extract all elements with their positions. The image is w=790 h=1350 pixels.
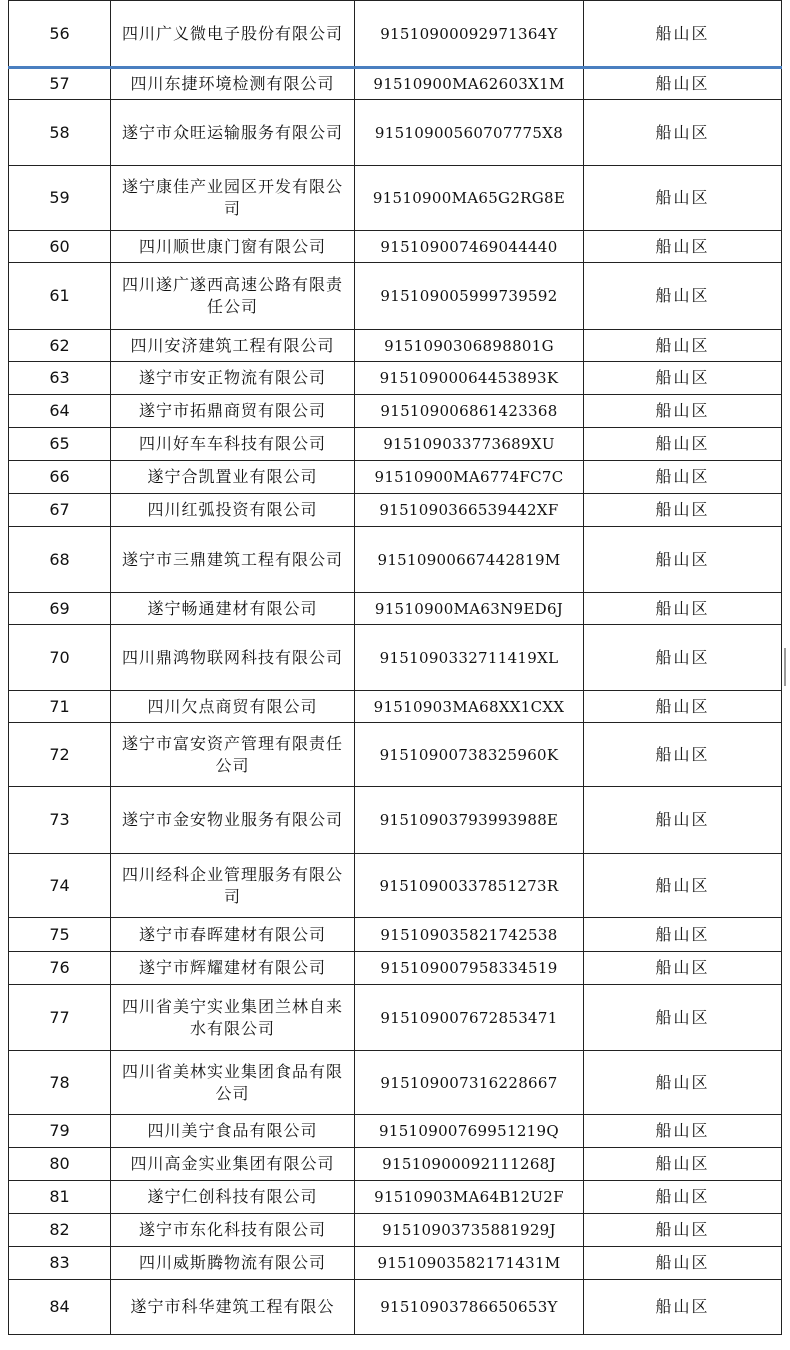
district-cell: 船山区 [584, 625, 782, 691]
company-name-cell: 遂宁市东化科技有限公司 [111, 1214, 355, 1247]
credit-code-cell: 915109035821742538 [355, 918, 584, 952]
credit-code-cell: 915109007672853471 [355, 985, 584, 1051]
serial-number-cell: 76 [9, 952, 111, 985]
serial-number-cell: 65 [9, 428, 111, 461]
district-cell: 船山区 [584, 1, 782, 68]
credit-code-cell: 915109033773689XU [355, 428, 584, 461]
table-row [9, 985, 782, 1051]
serial-number-cell: 62 [9, 330, 111, 362]
credit-code-cell: 91510900667442819M [355, 527, 584, 593]
table-row [9, 918, 782, 952]
company-table [8, 0, 782, 1335]
credit-code-cell: 91510900064453893K [355, 362, 584, 395]
district-cell: 船山区 [584, 1214, 782, 1247]
table-row [9, 166, 782, 231]
table-row [9, 1280, 782, 1335]
serial-number-cell: 68 [9, 527, 111, 593]
serial-number-cell: 69 [9, 593, 111, 625]
credit-code-cell: 91510900MA6774FC7C [355, 461, 584, 494]
credit-code-cell: 91510903MA64B12U2F [355, 1181, 584, 1214]
company-name-cell: 四川省美林实业集团食品有限公司 [111, 1051, 355, 1115]
credit-code-cell: 91510900MA62603X1M [355, 68, 584, 100]
credit-code-cell: 91510900337851273R [355, 854, 584, 918]
district-cell: 船山区 [584, 68, 782, 100]
serial-number-cell: 64 [9, 395, 111, 428]
district-cell: 船山区 [584, 395, 782, 428]
company-name-cell: 遂宁合凯置业有限公司 [111, 461, 355, 494]
serial-number-cell: 74 [9, 854, 111, 918]
table-row [9, 593, 782, 625]
district-cell: 船山区 [584, 362, 782, 395]
company-name-cell: 遂宁市辉耀建材有限公司 [111, 952, 355, 985]
district-cell: 船山区 [584, 1280, 782, 1335]
table-row [9, 1181, 782, 1214]
serial-number-cell: 61 [9, 263, 111, 330]
table-row [9, 1115, 782, 1148]
credit-code-cell: 91510900560707775X8 [355, 100, 584, 166]
margin-mark [784, 648, 786, 686]
district-cell: 船山区 [584, 723, 782, 787]
serial-number-cell: 57 [9, 68, 111, 100]
credit-code-cell: 9151090366539442XF [355, 494, 584, 527]
serial-number-cell: 60 [9, 231, 111, 263]
company-name-cell: 遂宁市春晖建材有限公司 [111, 918, 355, 952]
table-row [9, 1148, 782, 1181]
table-row [9, 787, 782, 854]
company-name-cell: 遂宁康佳产业园区开发有限公司 [111, 166, 355, 231]
district-cell: 船山区 [584, 1148, 782, 1181]
district-cell: 船山区 [584, 231, 782, 263]
credit-code-cell: 91510900769951219Q [355, 1115, 584, 1148]
serial-number-cell: 83 [9, 1247, 111, 1280]
district-cell: 船山区 [584, 263, 782, 330]
company-name-cell: 四川威斯腾物流有限公司 [111, 1247, 355, 1280]
company-name-cell: 四川好车车科技有限公司 [111, 428, 355, 461]
credit-code-cell: 915109006861423368 [355, 395, 584, 428]
credit-code-cell: 91510900MA63N9ED6J [355, 593, 584, 625]
company-name-cell: 遂宁市科华建筑工程有限公 [111, 1280, 355, 1335]
table-row [9, 1, 782, 68]
district-cell: 船山区 [584, 1247, 782, 1280]
table-row [9, 263, 782, 330]
company-name-cell: 遂宁市金安物业服务有限公司 [111, 787, 355, 854]
serial-number-cell: 63 [9, 362, 111, 395]
company-name-cell: 遂宁市拓鼎商贸有限公司 [111, 395, 355, 428]
credit-code-cell: 9151090306898801G [355, 330, 584, 362]
credit-code-cell: 91510903MA68XX1CXX [355, 691, 584, 723]
company-name-cell: 四川红弧投资有限公司 [111, 494, 355, 527]
district-cell: 船山区 [584, 787, 782, 854]
district-cell: 船山区 [584, 854, 782, 918]
company-name-cell: 四川省美宁实业集团兰林自来水有限公司 [111, 985, 355, 1051]
company-name-cell: 遂宁市众旺运输服务有限公司 [111, 100, 355, 166]
credit-code-cell: 915109005999739592 [355, 263, 584, 330]
company-name-cell: 四川鼎鸿物联网科技有限公司 [111, 625, 355, 691]
district-cell: 船山区 [584, 428, 782, 461]
district-cell: 船山区 [584, 952, 782, 985]
district-cell: 船山区 [584, 330, 782, 362]
district-cell: 船山区 [584, 1115, 782, 1148]
table-row [9, 952, 782, 985]
district-cell: 船山区 [584, 593, 782, 625]
serial-number-cell: 71 [9, 691, 111, 723]
credit-code-cell: 915109007958334519 [355, 952, 584, 985]
table-row [9, 854, 782, 918]
serial-number-cell: 81 [9, 1181, 111, 1214]
company-name-cell: 遂宁仁创科技有限公司 [111, 1181, 355, 1214]
table-row [9, 362, 782, 395]
credit-code-cell: 91510900MA65G2RG8E [355, 166, 584, 231]
table-row [9, 494, 782, 527]
serial-number-cell: 59 [9, 166, 111, 231]
serial-number-cell: 78 [9, 1051, 111, 1115]
company-name-cell: 四川美宁食品有限公司 [111, 1115, 355, 1148]
table-row [9, 527, 782, 593]
credit-code-cell: 915109007316228667 [355, 1051, 584, 1115]
serial-number-cell: 73 [9, 787, 111, 854]
serial-number-cell: 84 [9, 1280, 111, 1335]
table-row [9, 1051, 782, 1115]
serial-number-cell: 77 [9, 985, 111, 1051]
company-name-cell: 遂宁畅通建材有限公司 [111, 593, 355, 625]
district-cell: 船山区 [584, 527, 782, 593]
table-row [9, 625, 782, 691]
table-row [9, 395, 782, 428]
table-row [9, 723, 782, 787]
table-row [9, 428, 782, 461]
table-row [9, 691, 782, 723]
district-cell: 船山区 [584, 918, 782, 952]
company-name-cell: 四川遂广遂西高速公路有限责任公司 [111, 263, 355, 330]
district-cell: 船山区 [584, 1051, 782, 1115]
company-name-cell: 四川顺世康门窗有限公司 [111, 231, 355, 263]
company-name-cell: 四川高金实业集团有限公司 [111, 1148, 355, 1181]
serial-number-cell: 58 [9, 100, 111, 166]
credit-code-cell: 91510903735881929J [355, 1214, 584, 1247]
serial-number-cell: 79 [9, 1115, 111, 1148]
serial-number-cell: 80 [9, 1148, 111, 1181]
table-body [9, 1, 782, 1335]
table-row [9, 461, 782, 494]
company-name-cell: 遂宁市富安资产管理有限责任公司 [111, 723, 355, 787]
credit-code-cell: 91510903786650653Y [355, 1280, 584, 1335]
credit-code-cell: 91510903793993988E [355, 787, 584, 854]
table-row [9, 68, 782, 100]
credit-code-cell: 9151090332711419XL [355, 625, 584, 691]
company-name-cell: 遂宁市安正物流有限公司 [111, 362, 355, 395]
serial-number-cell: 67 [9, 494, 111, 527]
table-row [9, 100, 782, 166]
company-name-cell: 四川安济建筑工程有限公司 [111, 330, 355, 362]
serial-number-cell: 66 [9, 461, 111, 494]
table-row [9, 231, 782, 263]
credit-code-cell: 915109007469044440 [355, 231, 584, 263]
company-name-cell: 遂宁市三鼎建筑工程有限公司 [111, 527, 355, 593]
serial-number-cell: 72 [9, 723, 111, 787]
district-cell: 船山区 [584, 461, 782, 494]
serial-number-cell: 70 [9, 625, 111, 691]
district-cell: 船山区 [584, 985, 782, 1051]
company-name-cell: 四川经科企业管理服务有限公司 [111, 854, 355, 918]
district-cell: 船山区 [584, 100, 782, 166]
credit-code-cell: 91510903582171431M [355, 1247, 584, 1280]
credit-code-cell: 91510900092111268J [355, 1148, 584, 1181]
serial-number-cell: 56 [9, 1, 111, 68]
credit-code-cell: 91510900738325960K [355, 723, 584, 787]
district-cell: 船山区 [584, 691, 782, 723]
serial-number-cell: 75 [9, 918, 111, 952]
district-cell: 船山区 [584, 166, 782, 231]
table-row [9, 1247, 782, 1280]
company-name-cell: 四川欠点商贸有限公司 [111, 691, 355, 723]
company-name-cell: 四川广义微电子股份有限公司 [111, 1, 355, 68]
district-cell: 船山区 [584, 494, 782, 527]
serial-number-cell: 82 [9, 1214, 111, 1247]
credit-code-cell: 91510900092971364Y [355, 1, 584, 68]
district-cell: 船山区 [584, 1181, 782, 1214]
company-name-cell: 四川东捷环境检测有限公司 [111, 68, 355, 100]
table-row [9, 1214, 782, 1247]
table-row [9, 330, 782, 362]
